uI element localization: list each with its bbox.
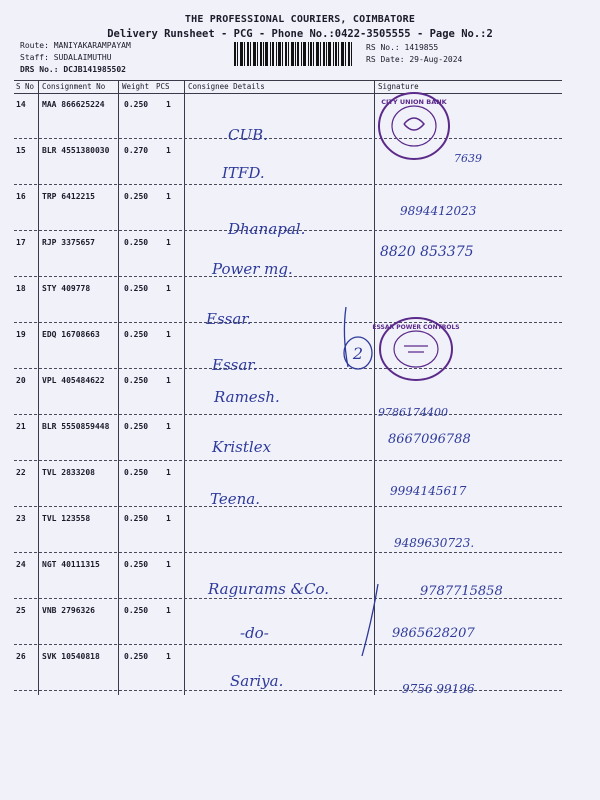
row-pcs: 1	[166, 606, 171, 615]
row-separator	[14, 460, 562, 461]
row-signature-handwritten: 9865628207	[392, 626, 475, 641]
row-consignee-handwritten: Sariya.	[230, 672, 284, 690]
row-sno: 14	[16, 100, 26, 109]
table-top-rule	[14, 80, 562, 81]
row-signature-handwritten: 9786174400	[378, 406, 448, 419]
stamp2-text: ESSAR POWER CONTROLS	[372, 324, 460, 331]
row-pcs: 1	[166, 514, 171, 523]
row-signature-handwritten: 9894412023	[400, 204, 477, 218]
row-sno: 22	[16, 468, 26, 477]
row-consignment-no: MAA 866625224	[42, 100, 105, 109]
row-consignment-no: BLR 5550859448	[42, 422, 110, 431]
col-divider	[184, 80, 185, 695]
row-sno: 19	[16, 330, 26, 339]
row-consignee-handwritten: Power mg.	[212, 260, 293, 278]
row-pcs: 1	[166, 422, 171, 431]
circled-annotation	[340, 305, 376, 375]
row-consignment-no: VPL 405484622	[42, 376, 105, 385]
route-label: Route: MANIYAKARAMPAYAM	[20, 41, 131, 50]
row-consignee-handwritten: Dhanapal.	[228, 220, 306, 238]
row-consignee-handwritten: Teena.	[210, 490, 260, 508]
row-sno: 16	[16, 192, 26, 201]
row-sno: 21	[16, 422, 26, 431]
row-pcs: 1	[166, 560, 171, 569]
row-pcs: 1	[166, 330, 171, 339]
row-signature-handwritten: 8667096788	[388, 432, 471, 447]
col-header-weight: Weight	[122, 82, 150, 91]
row-signature-handwritten: 7639	[454, 152, 482, 165]
row-signature-handwritten: 9994145617	[390, 484, 467, 498]
row-weight: 0.250	[124, 652, 149, 661]
row-separator	[14, 368, 562, 369]
row-pcs: 1	[166, 652, 171, 661]
row-consignment-no: TVL 2833208	[42, 468, 95, 477]
row-consignee-handwritten: CUB.	[228, 126, 268, 144]
row-separator	[14, 414, 562, 415]
row-consignment-no: TVL 123558	[42, 514, 91, 523]
row-consignee-handwritten: Ragurams &Co.	[208, 580, 330, 598]
row-weight: 0.250	[124, 422, 149, 431]
col-header-sno: S No	[16, 82, 35, 91]
row-pcs: 1	[166, 192, 171, 201]
row-consignment-no: TRP 6412215	[42, 192, 95, 201]
row-consignment-no: EDQ 16708663	[42, 330, 100, 339]
row-signature-handwritten: 9489630723.	[394, 536, 475, 550]
col-header-pcs: PCS	[156, 82, 170, 91]
row-separator	[14, 644, 562, 645]
row-weight: 0.270	[124, 146, 149, 155]
row-sno: 25	[16, 606, 26, 615]
row-sno: 18	[16, 284, 26, 293]
row-weight: 0.250	[124, 376, 149, 385]
row-sno: 26	[16, 652, 26, 661]
row-separator	[14, 552, 562, 553]
table-header-rule	[14, 93, 562, 94]
row-separator	[14, 184, 562, 185]
row-sno: 17	[16, 238, 26, 247]
col-divider	[118, 80, 119, 695]
city-union-bank-stamp	[376, 90, 452, 162]
circled-number: 2	[352, 344, 364, 363]
row-pcs: 1	[166, 100, 171, 109]
row-consignee-handwritten: Essar.	[212, 356, 258, 374]
row-signature-handwritten: 8820 853375	[380, 244, 474, 260]
rs-date-label: RS Date: 29-Aug-2024	[366, 55, 463, 64]
col-header-consignment: Consignment No	[42, 82, 106, 91]
row-pcs: 1	[166, 238, 171, 247]
col-header-signature: Signature	[378, 82, 419, 91]
row-weight: 0.250	[124, 330, 149, 339]
row-consignee-handwritten: Ramesh.	[214, 388, 280, 406]
row-separator	[14, 138, 562, 139]
row-weight: 0.250	[124, 192, 149, 201]
row-pcs: 1	[166, 376, 171, 385]
staff-label: Staff: SUDALAIMUTHU	[20, 53, 112, 62]
row-separator	[14, 322, 562, 323]
row-signature-handwritten: 9787715858	[420, 584, 503, 599]
row-pcs: 1	[166, 468, 171, 477]
row-pcs: 1	[166, 284, 171, 293]
stamp1-text: CITY UNION BANK	[381, 98, 447, 106]
row-consignee-handwritten: Kristlex	[212, 438, 272, 456]
col-divider	[38, 80, 39, 695]
row-sno: 24	[16, 560, 26, 569]
row-consignment-no: RJP 3375657	[42, 238, 95, 247]
row-consignee-handwritten: ITFD.	[222, 164, 265, 182]
row-pcs: 1	[166, 146, 171, 155]
row-consignment-no: SVK 10540818	[42, 652, 100, 661]
row-sno: 20	[16, 376, 26, 385]
row-consignment-no: VNB 2796326	[42, 606, 95, 615]
col-header-consignee: Consignee Details	[188, 82, 265, 91]
row-weight: 0.250	[124, 468, 149, 477]
runsheet-subtitle: Delivery Runsheet - PCG - Phone No.:0422-3505555 - Page No.:2	[107, 28, 493, 40]
row-separator	[14, 506, 562, 507]
essar-power-stamp	[372, 316, 460, 382]
bracket-stroke	[358, 580, 386, 660]
row-consignee-handwritten: Essar.	[206, 310, 252, 328]
barcode	[234, 42, 354, 68]
company-title: THE PROFESSIONAL COURIERS, COIMBATORE	[184, 14, 416, 25]
row-consignment-no: STY 409778	[42, 284, 91, 293]
row-sno: 23	[16, 514, 26, 523]
row-signature-handwritten: 9756 99196	[402, 682, 475, 696]
rs-no-label: RS No.: 1419855	[366, 43, 439, 52]
row-weight: 0.250	[124, 100, 149, 109]
row-consignment-no: BLR 4551380030	[42, 146, 110, 155]
drs-label: DRS No.: DCJB141985502	[20, 65, 126, 74]
row-separator	[14, 690, 562, 691]
row-consignment-no: NGT 40111315	[42, 560, 100, 569]
row-sno: 15	[16, 146, 26, 155]
row-consignee-handwritten: -do-	[240, 624, 269, 642]
row-weight: 0.250	[124, 606, 149, 615]
row-weight: 0.250	[124, 560, 149, 569]
row-weight: 0.250	[124, 238, 149, 247]
row-weight: 0.250	[124, 284, 149, 293]
row-weight: 0.250	[124, 514, 149, 523]
